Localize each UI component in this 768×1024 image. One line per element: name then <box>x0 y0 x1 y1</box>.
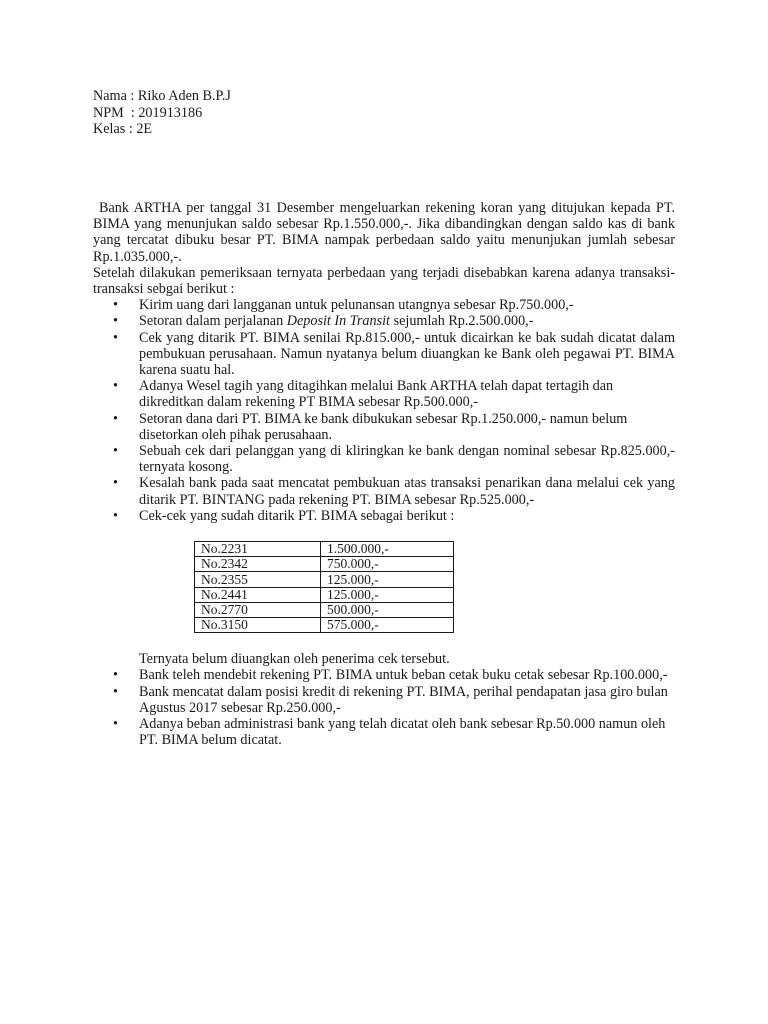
list-item-text: Bank mencatat dalam posisi kredit di rekening PT. BIMA, perihal pendapatan jasa giro bulan Agustus 2017 sebesar Rp.250.000,- <box>139 683 668 716</box>
list-item <box>93 297 675 313</box>
check-number-cell: No.2231 <box>195 542 321 557</box>
list-item <box>93 411 675 443</box>
check-amount-cell: 575.000,- <box>321 618 454 633</box>
table-row <box>195 572 454 587</box>
check-amount-cell: 125.000,- <box>321 572 454 587</box>
table-row <box>195 542 454 557</box>
transaction-list <box>93 297 675 524</box>
list-item <box>93 716 675 748</box>
check-number-cell: No.2770 <box>195 602 321 617</box>
document-body <box>93 200 675 748</box>
list-item <box>93 684 675 716</box>
list-item-text: Setoran dana dari PT. BIMA ke bank dibukukan sebesar Rp.1.250.000,- namun belum disetorkan oleh pihak perusahaan. <box>139 410 628 443</box>
check-number-cell: No.2441 <box>195 587 321 602</box>
list-item-text: Kirim uang dari langganan untuk pelunansan utangnya sebesar Rp.750.000,- <box>139 297 574 314</box>
bullet-icon: • <box>113 683 118 700</box>
check-number-cell: No.2355 <box>195 572 321 587</box>
list-item-text: Cek yang ditarik PT. BIMA senilai Rp.815.000,- untuk dicairkan ke bak sudah dicatat dalam pembukuan perusahaan. Namun nyatanya belum diuangkan ke Bank oleh pegawai PT. BIMA karena suatu hal. <box>139 329 675 379</box>
bullet-icon: • <box>113 475 118 492</box>
bullet-icon: • <box>113 313 118 330</box>
list-item <box>93 443 675 475</box>
table-row <box>195 618 454 633</box>
check-number-cell: No.2342 <box>195 557 321 572</box>
bullet-icon: • <box>113 297 118 314</box>
intro-paragraph-2: Setelah dilakukan pemeriksaan ternyata perbedaan yang terjadi disebabkan karena adanya transaksi-transaksi sebgai berikut : <box>93 264 675 298</box>
intro-paragraph-1: Bank ARTHA per tanggal 31 Desember mengeluarkan rekening koran yang ditujukan kepada PT. BIMA yang menunjukan saldo sebesar Rp.1.550.000,-. Jika dibandingkan dengan saldo kas di bank yang tercatat dibuku besar PT. BIMA nampak perbedaan saldo yaitu menunjukan jumlah sebesar Rp.1.035.000,-. <box>93 200 675 265</box>
check-amount-cell: 500.000,- <box>321 602 454 617</box>
bullet-icon: • <box>113 378 118 395</box>
table-row <box>195 557 454 572</box>
check-amount-cell: 125.000,- <box>321 587 454 602</box>
list-item <box>93 667 675 683</box>
bullet-icon: • <box>113 507 118 524</box>
checks-table <box>194 541 454 633</box>
list-item-text: Kesalah bank pada saat mencatat pembukuan atas transaksi penarikan dana melalui cek yang ditarik PT. BINTANG pada rekening PT. BIMA sebesar Rp.525.000,- <box>139 475 675 508</box>
list-item-italic-term: Deposit In Transit <box>286 313 391 330</box>
list-item-text: Cek-cek yang sudah ditarik PT. BIMA sebagai berikut : <box>139 507 455 524</box>
student-npm: NPM : 201913186 <box>93 104 203 121</box>
list-item-text: Adanya beban administrasi bank yang telah dicatat oleh bank sebesar Rp.50.000 namun oleh PT. BIMA belum dicatat. <box>139 716 666 749</box>
list-item <box>93 378 675 410</box>
bullet-icon: • <box>113 443 118 460</box>
bullet-icon: • <box>113 410 118 427</box>
check-amount-cell: 1.500.000,- <box>321 542 454 557</box>
table-row <box>195 587 454 602</box>
bullet-icon: • <box>113 716 118 732</box>
list-item <box>93 508 675 524</box>
student-class: Kelas : 2E <box>93 121 153 137</box>
student-header <box>93 88 231 138</box>
student-name: Nama : Riko Aden B.P.J <box>93 88 231 104</box>
list-item <box>93 330 675 379</box>
list-item-text: sejumlah Rp.2.500.000,- <box>390 313 534 330</box>
bullet-icon: • <box>113 329 118 346</box>
checks-note: Ternyata belum diuangkan oleh penerima cek tersebut. <box>139 651 450 668</box>
list-item <box>93 475 675 507</box>
list-item <box>93 313 675 329</box>
list-item-text: Setoran dalam perjalanan <box>139 313 287 330</box>
list-item-text: Adanya Wesel tagih yang ditagihkan melalui Bank ARTHA telah dapat tertagih dan dikreditkan dalam rekening PT BIMA sebesar Rp.500.000,- <box>139 378 614 411</box>
table-row <box>195 602 454 617</box>
check-amount-cell: 750.000,- <box>321 557 454 572</box>
check-number-cell: No.3150 <box>195 618 321 633</box>
list-item-text: Sebuah cek dari pelanggan yang di kliringkan ke bank dengan nominal sebesar Rp.825.000,- ternyata kosong. <box>139 443 675 476</box>
bullet-icon: • <box>113 667 118 684</box>
bank-transaction-list <box>93 667 675 748</box>
list-item-text: Bank teleh mendebit rekening PT. BIMA untuk beban cetak buku cetak sebesar Rp.100.000,- <box>139 667 668 684</box>
